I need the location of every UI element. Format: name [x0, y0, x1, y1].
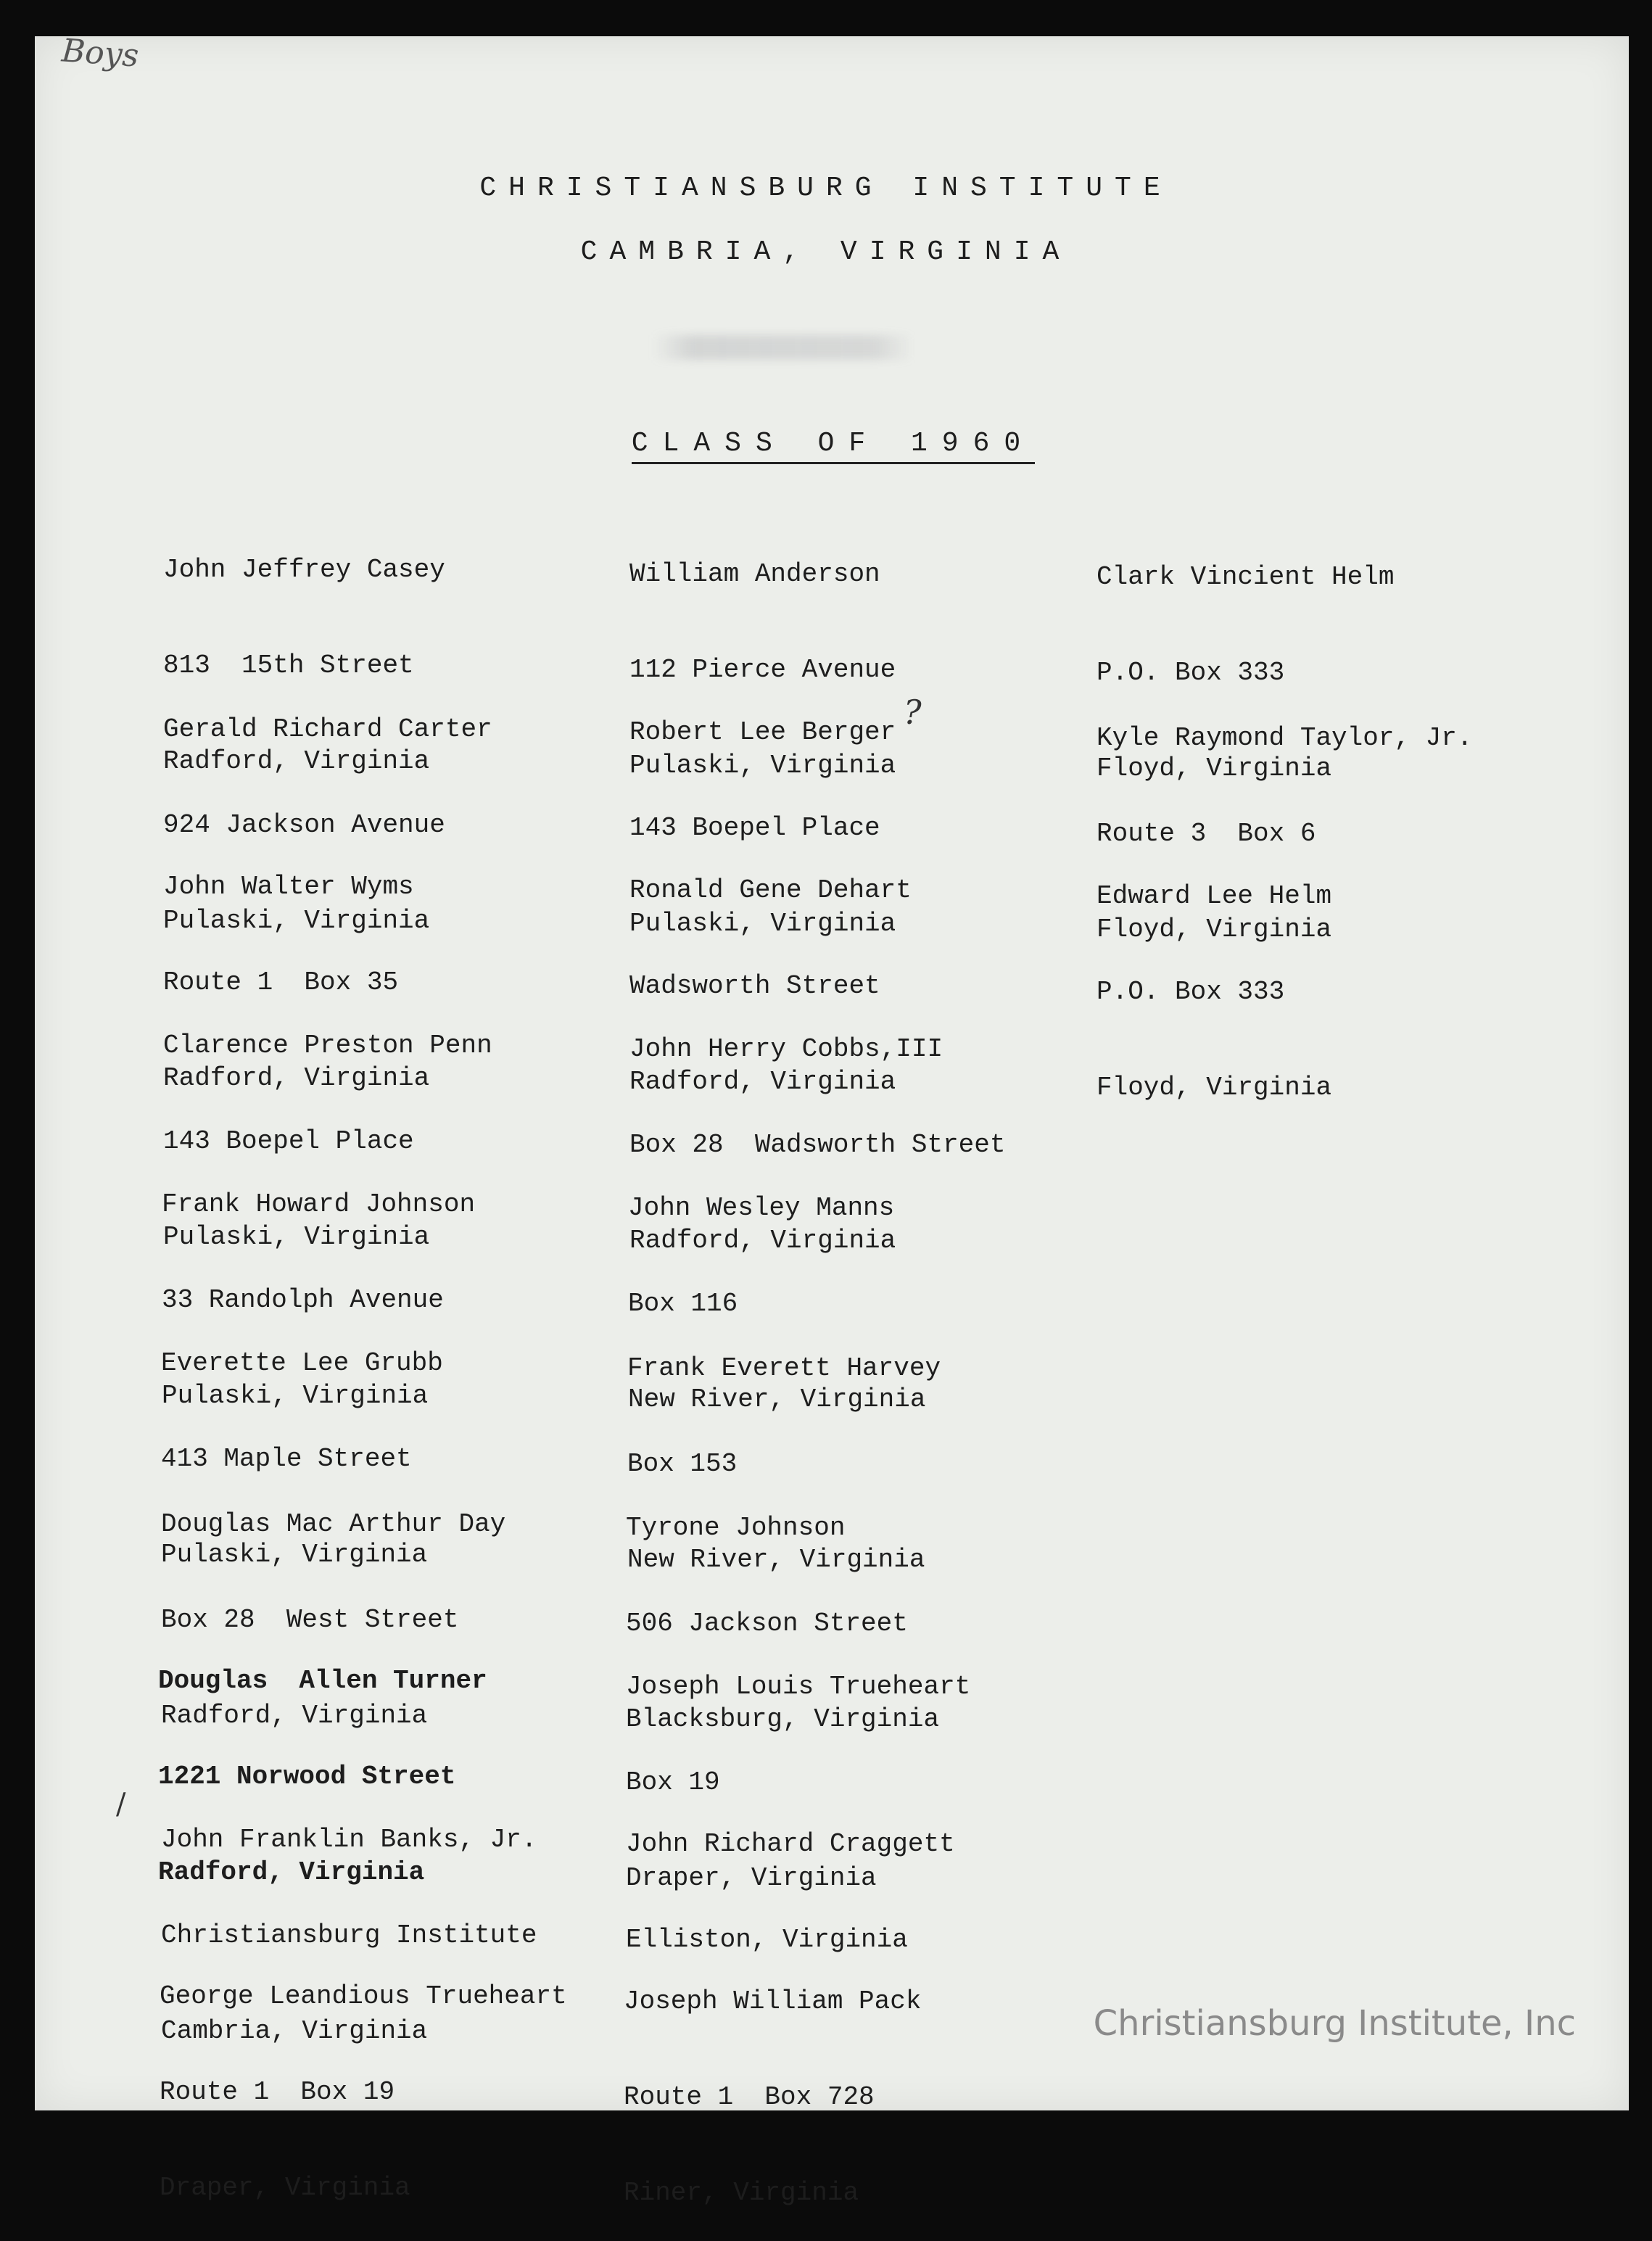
institution-location: CAMBRIA, VIRGINIA: [580, 236, 1072, 268]
student-name: William Anderson: [629, 559, 880, 589]
student-address: P.O. Box 333: [1096, 977, 1285, 1007]
student-name: John Jeffrey Casey: [163, 555, 445, 585]
student-address: 143 Boepel Place: [163, 1126, 414, 1156]
student-name: Tyrone Johnson: [626, 1513, 846, 1543]
student-city: Radford, Virginia: [629, 1226, 896, 1255]
faded-date-smudge: [653, 335, 914, 360]
student-entry: [1096, 817, 1331, 1136]
handwritten-question-mark: ?: [904, 693, 922, 732]
student-address: Box 19: [626, 1767, 720, 1797]
student-city: Pulaski, Virginia: [163, 1222, 430, 1252]
student-address: 506 Jackson Street: [626, 1609, 908, 1638]
student-city: Pulaski, Virginia: [629, 751, 896, 780]
student-address: Wadsworth Street: [629, 971, 880, 1001]
handwritten-note: Boys: [60, 32, 140, 75]
student-city: Pulaski, Virginia: [161, 1540, 428, 1569]
student-name: John Wesley Manns: [628, 1193, 895, 1223]
student-city: Radford, Virginia: [158, 1857, 425, 1887]
student-address: Box 153: [627, 1449, 738, 1479]
student-city: Blacksburg, Virginia: [626, 1704, 940, 1734]
student-address: 143 Boepel Place: [629, 813, 880, 843]
student-name: Frank Everett Harvey: [627, 1353, 941, 1383]
student-address: 924 Jackson Avenue: [163, 810, 445, 840]
student-address: 1221 Norwood Street: [158, 1762, 456, 1791]
student-city: Floyd, Virginia: [1096, 754, 1332, 783]
student-city: Elliston, Virginia: [626, 1925, 908, 1955]
student-address: Route 1 Box 19: [160, 2077, 395, 2107]
student-address: Route 3 Box 6: [1096, 819, 1316, 849]
watermark-text: Christiansburg Institute, Inc: [1093, 2003, 1576, 2044]
student-city: Radford, Virginia: [163, 1063, 430, 1093]
student-name: John Walter Wyms: [163, 872, 414, 901]
student-city: Riner, Virginia: [624, 2178, 859, 2208]
class-title-text: CLASS OF 1960: [632, 428, 1035, 464]
student-address: Box 28 West Street: [161, 1605, 459, 1635]
student-address: 112 Pierce Avenue: [629, 655, 896, 685]
student-city: Radford, Virginia: [163, 746, 430, 776]
student-address: Christiansburg Institute: [161, 1920, 537, 1950]
student-name: Kyle Raymond Taylor, Jr.: [1096, 723, 1473, 753]
student-address: Route 1 Box 35: [163, 967, 399, 997]
student-name: Robert Lee Berger: [629, 717, 896, 747]
student-name: John Herry Cobbs,III: [629, 1034, 943, 1064]
student-city: Pulaski, Virginia: [162, 1381, 429, 1411]
student-name: Everette Lee Grubb: [161, 1348, 443, 1378]
student-name: Ronald Gene Dehart: [629, 875, 912, 905]
student-address: Route 1 Box 728: [624, 2082, 875, 2112]
class-title: [0, 428, 1652, 459]
student-name: Gerald Richard Carter: [163, 714, 492, 744]
student-city: Draper, Virginia: [626, 1863, 877, 1893]
student-address: Box 28 Wadsworth Street: [629, 1130, 1006, 1160]
student-city: Pulaski, Virginia: [163, 906, 430, 936]
student-name: John Richard Craggett: [626, 1829, 955, 1859]
student-name: Edward Lee Helm: [1096, 881, 1332, 911]
student-address: Box 116: [628, 1289, 738, 1318]
student-city: New River, Virginia: [628, 1384, 926, 1414]
student-name: Clark Vincient Helm: [1096, 562, 1395, 592]
student-name: Joseph William Pack: [624, 1986, 922, 2016]
student-name: Joseph Louis Trueheart: [626, 1672, 971, 1701]
student-city: Cambria, Virginia: [161, 2016, 428, 2046]
student-name: Douglas Allen Turner: [158, 1666, 487, 1696]
student-city: Floyd, Virginia: [1096, 1073, 1332, 1102]
student-entry: [624, 1922, 921, 2241]
student-address: P.O. Box 333: [1096, 658, 1285, 688]
student-name: Douglas Mac Arthur Day: [161, 1509, 506, 1539]
student-name: George Leandious Trueheart: [160, 1981, 567, 2011]
student-city: Draper, Virginia: [160, 2173, 410, 2203]
student-name: Frank Howard Johnson: [162, 1189, 476, 1219]
student-city: Floyd, Virginia: [1096, 915, 1332, 944]
student-entry: [160, 1917, 567, 2236]
student-name: John Franklin Banks, Jr.: [161, 1825, 537, 1854]
student-city: Radford, Virginia: [629, 1067, 896, 1097]
student-city: Pulaski, Virginia: [629, 909, 896, 938]
student-name: Clarence Preston Penn: [163, 1031, 492, 1060]
student-city: New River, Virginia: [627, 1545, 925, 1575]
student-address: 813 15th Street: [163, 651, 414, 680]
student-city: Radford, Virginia: [161, 1701, 428, 1730]
student-address: 413 Maple Street: [161, 1444, 412, 1474]
handwritten-tick-mark: /: [116, 1788, 126, 1821]
institution-name: CHRISTIANSBURG INSTITUTE: [479, 173, 1173, 204]
student-address: 33 Randolph Avenue: [162, 1285, 444, 1315]
